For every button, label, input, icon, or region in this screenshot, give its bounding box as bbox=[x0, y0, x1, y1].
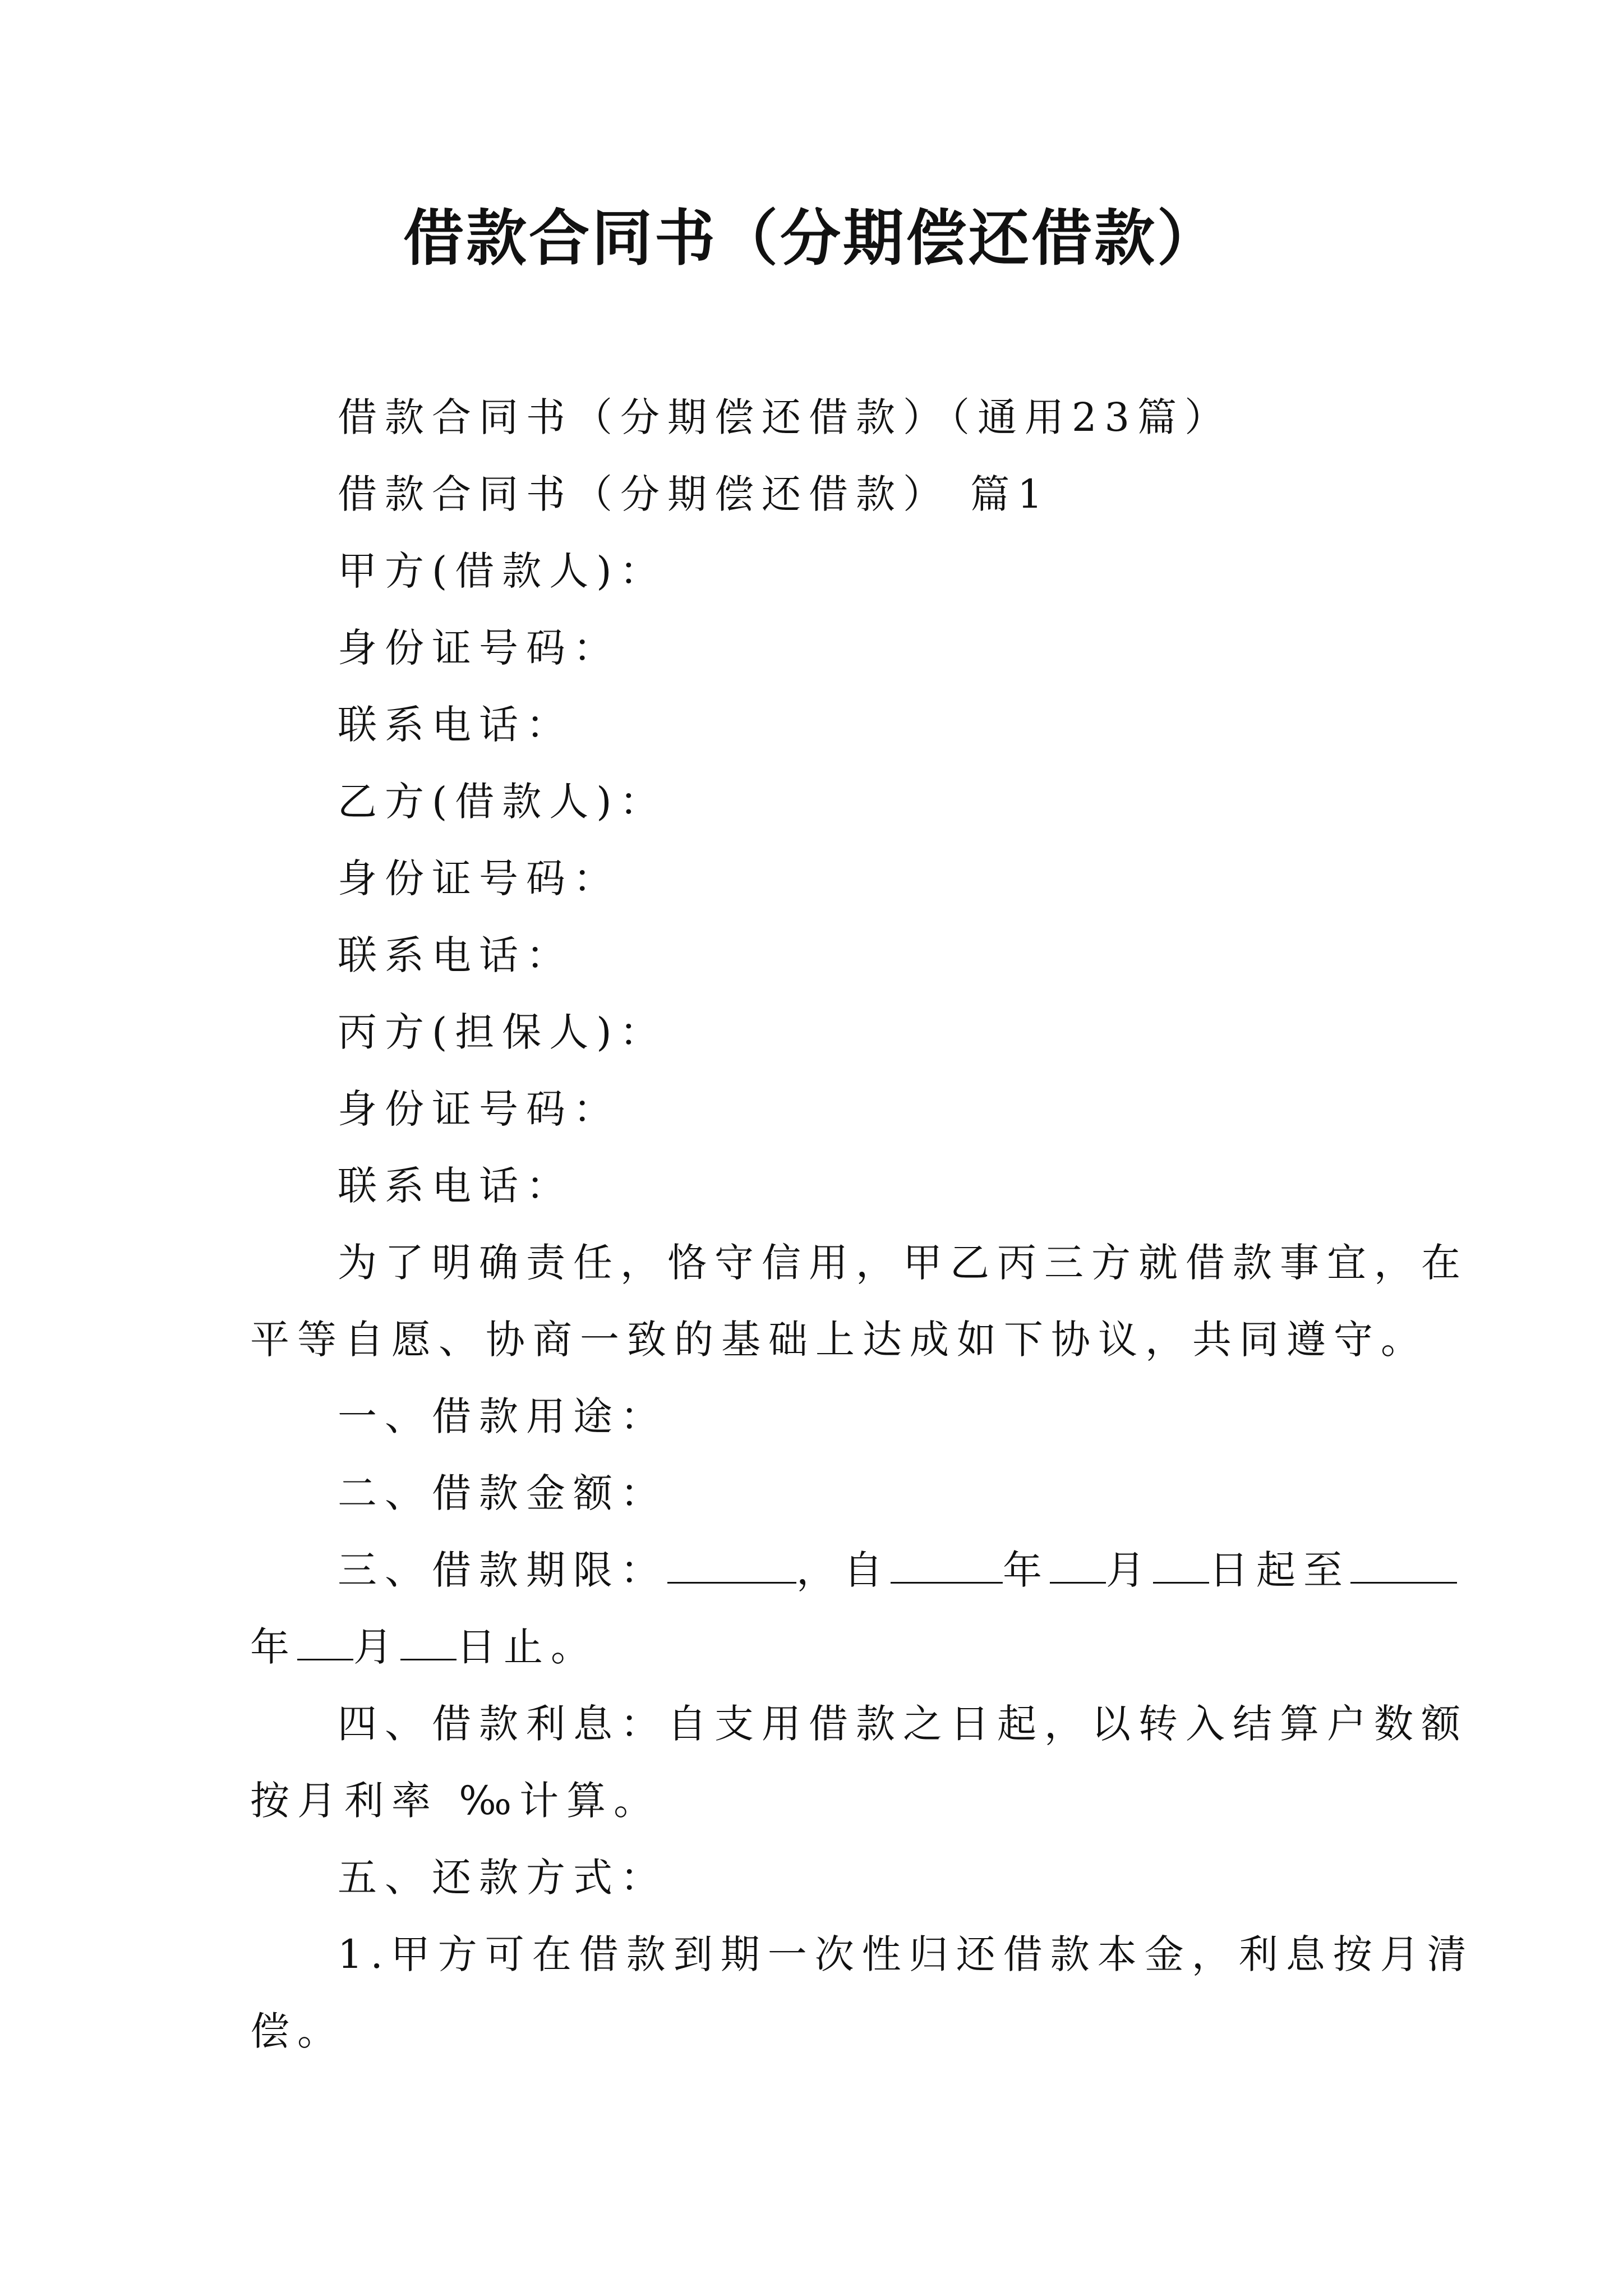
year-text: 年 bbox=[1003, 1547, 1050, 1593]
party-b-phone-label: 联系电话： bbox=[338, 932, 573, 978]
start-day-blank bbox=[1153, 1543, 1209, 1584]
party-c-phone-label: 联系电话： bbox=[338, 1163, 573, 1209]
party-b-label: 乙方(借款人)： bbox=[338, 779, 667, 825]
loan-term-line-2 bbox=[250, 1609, 1389, 1686]
until-text: 日起至 bbox=[1209, 1547, 1350, 1593]
party-a-id-label: 身份证号码： bbox=[338, 625, 620, 671]
party-c-id-label: 身份证号码： bbox=[338, 1086, 620, 1132]
repayment-method-clause: 五、还款方式： bbox=[338, 1855, 667, 1901]
interest-line-2: 按月利率 ‰计算。 bbox=[250, 1778, 661, 1824]
term-blank bbox=[667, 1543, 796, 1584]
end-day-blank bbox=[400, 1619, 457, 1660]
end-month-blank bbox=[297, 1619, 353, 1660]
loan-term-line-1 bbox=[250, 1532, 1389, 1609]
party-a-label: 甲方(借款人)： bbox=[338, 548, 667, 594]
loan-purpose-clause: 一、借款用途： bbox=[338, 1393, 667, 1439]
interest-line-1: 四、借款利息：自支用借款之日起，以转入结算户数额 bbox=[338, 1701, 1468, 1747]
end-day-text: 日止。 bbox=[457, 1624, 598, 1670]
loan-term-label: 三、借款期限： bbox=[338, 1547, 667, 1593]
repayment-item-1-line-2: 偿。 bbox=[250, 2008, 344, 2054]
document-body bbox=[250, 379, 1474, 2070]
subtitle-line: 借款合同书（分期偿还借款）（通用23篇） bbox=[338, 394, 1232, 440]
party-a-phone-label: 联系电话： bbox=[338, 702, 573, 748]
start-month-blank bbox=[1050, 1543, 1106, 1584]
document-title: 借款合同书（分期偿还借款） bbox=[403, 203, 1220, 274]
repayment-item-1-line-1: 1.甲方可在借款到期一次性归还借款本金，利息按月清 bbox=[338, 1931, 1474, 1977]
start-year-blank bbox=[891, 1543, 1003, 1584]
preamble-line-1: 为了明确责任，恪守信用，甲乙丙三方就借款事宜，在 bbox=[338, 1240, 1468, 1286]
end-year-text: 年 bbox=[250, 1624, 297, 1670]
month-text: 月 bbox=[1106, 1547, 1153, 1593]
loan-amount-clause: 二、借款金额： bbox=[338, 1470, 667, 1516]
loan-term-from-text: ，自 bbox=[796, 1547, 891, 1593]
party-c-label: 丙方(担保人)： bbox=[338, 1009, 667, 1055]
end-month-text: 月 bbox=[353, 1624, 400, 1670]
party-b-id-label: 身份证号码： bbox=[338, 855, 620, 901]
preamble-line-2: 平等自愿、协商一致的基础上达成如下协议，共同遵守。 bbox=[250, 1317, 1428, 1363]
end-year-blank bbox=[1350, 1543, 1457, 1584]
section-heading: 借款合同书（分期偿还借款） 篇1 bbox=[338, 471, 1050, 517]
